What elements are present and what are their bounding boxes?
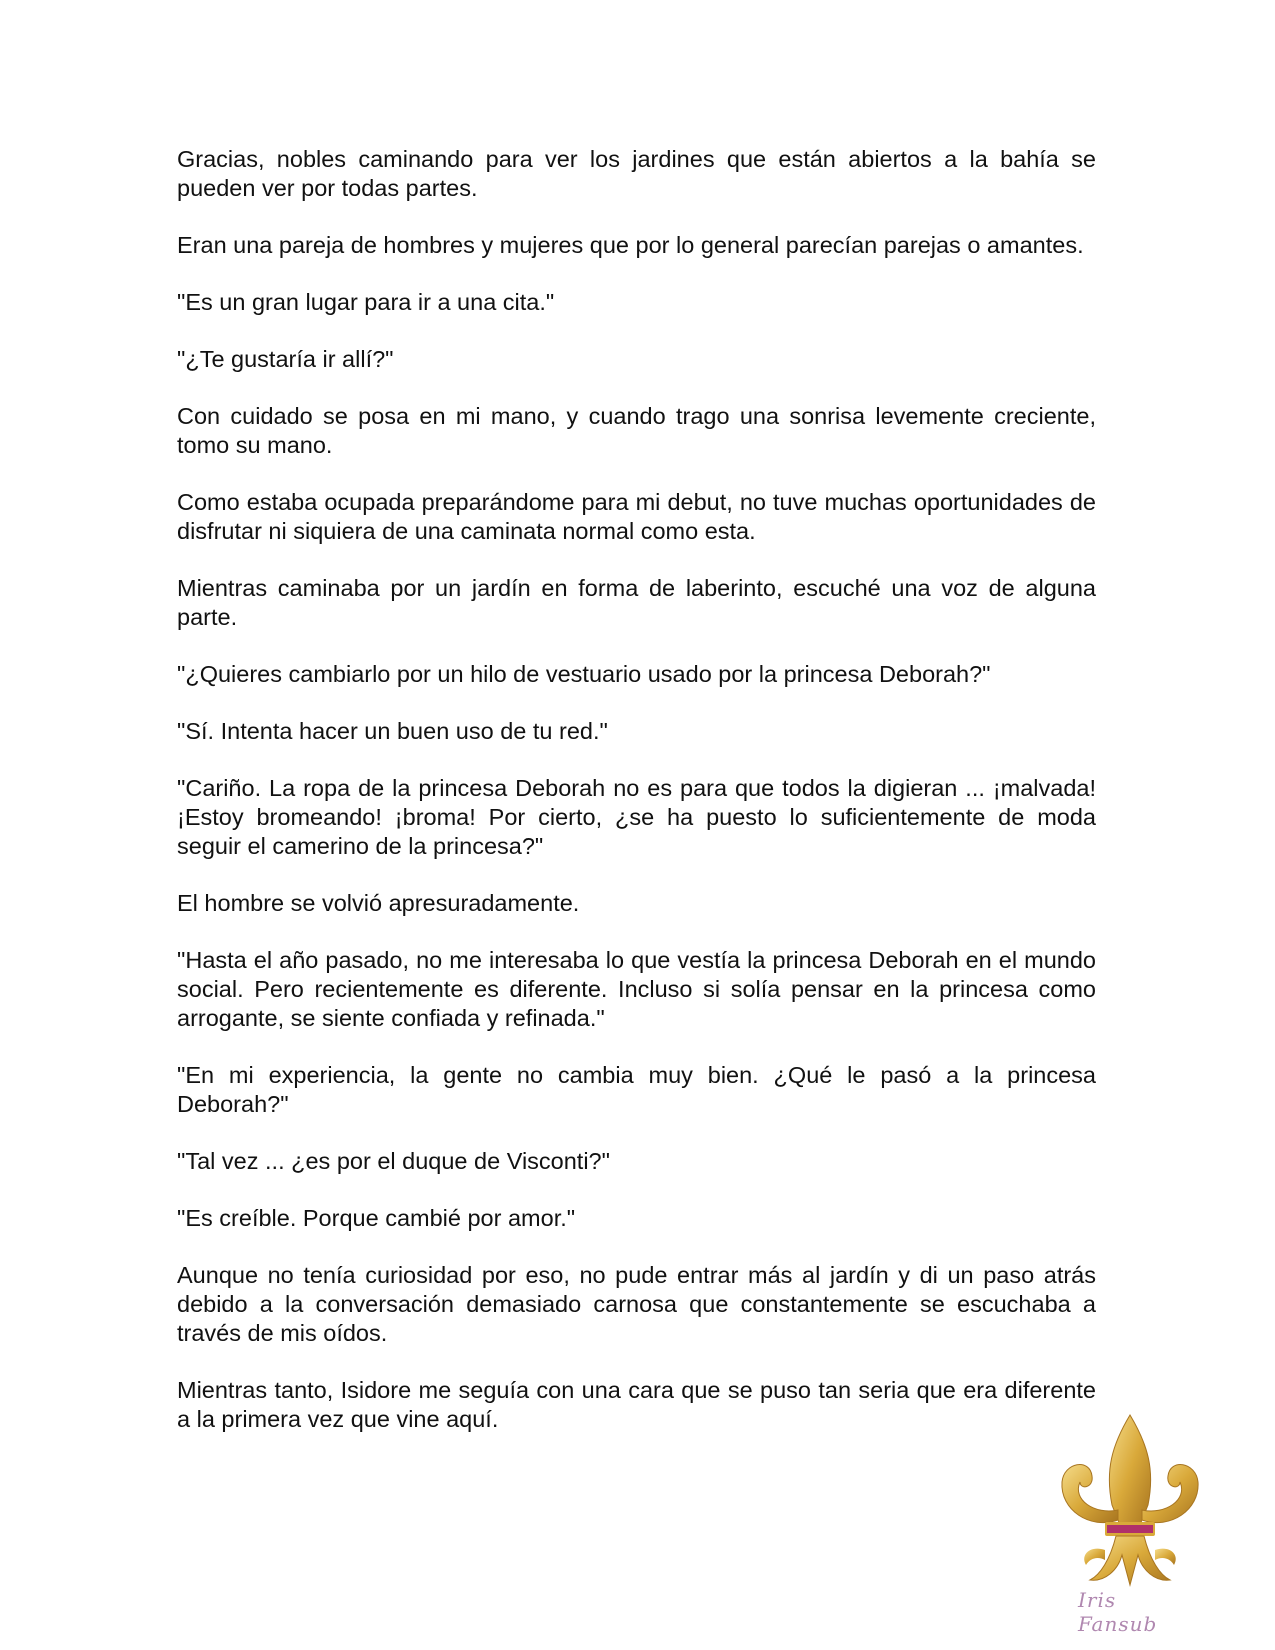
watermark-caption: Iris Fansub <box>1078 1588 1158 1636</box>
document-body <box>177 145 1096 1462</box>
paragraph: Mientras caminaba por un jardín en forma de laberinto, escuché una voz de alguna parte. <box>177 575 1096 630</box>
paragraph: "¿Quieres cambiarlo por un hilo de vestuario usado por la princesa Deborah?" <box>177 661 991 687</box>
paragraph: "Es creíble. Porque cambié por amor." <box>177 1205 576 1231</box>
paragraph: "Es un gran lugar para ir a una cita." <box>177 289 555 315</box>
paragraph: Con cuidado se posa en mi mano, y cuando trago una sonrisa levemente creciente, tomo su mano. <box>177 403 1096 458</box>
paragraph: "¿Te gustaría ir allí?" <box>177 346 394 372</box>
paragraph: Gracias, nobles caminando para ver los jardines que están abiertos a la bahía se pueden ver por todas partes. <box>177 146 1096 201</box>
paragraph: Aunque no tenía curiosidad por eso, no pude entrar más al jardín y di un paso atrás debido a la conversación demasiado carnosa que constantemente se escuchaba a través de mis oídos. <box>177 1262 1096 1346</box>
paragraph: Mientras tanto, Isidore me seguía con una cara que se puso tan seria que era diferente a la primera vez que vine aquí. <box>177 1377 1096 1432</box>
paragraph: Eran una pareja de hombres y mujeres que por lo general parecían parejas o amantes. <box>177 232 1084 258</box>
paragraph: El hombre se volvió apresuradamente. <box>177 890 580 916</box>
paragraph: "Sí. Intenta hacer un buen uso de tu red." <box>177 718 608 744</box>
paragraph: "Tal vez ... ¿es por el duque de Visconti?" <box>177 1148 610 1174</box>
paragraph: Como estaba ocupada preparándome para mi debut, no tuve muchas oportunidades de disfrutar ni siquiera de una caminata normal como esta. <box>177 489 1096 544</box>
paragraph: "Cariño. La ropa de la princesa Deborah no es para que todos la digieran ... ¡malvada! ¡Estoy bromeando! ¡broma! Por cierto, ¿se ha puesto lo suficientemente de moda seguir el camerino de la princesa?" <box>177 775 1096 859</box>
paragraph: "En mi experiencia, la gente no cambia muy bien. ¿Qué le pasó a la princesa Deborah?" <box>177 1062 1096 1117</box>
paragraph: "Hasta el año pasado, no me interesaba lo que vestía la princesa Deborah en el mundo social. Pero recientemente es diferente. Incluso si solía pensar en la princesa como arrogante, se siente confiada y refinada." <box>177 947 1096 1031</box>
